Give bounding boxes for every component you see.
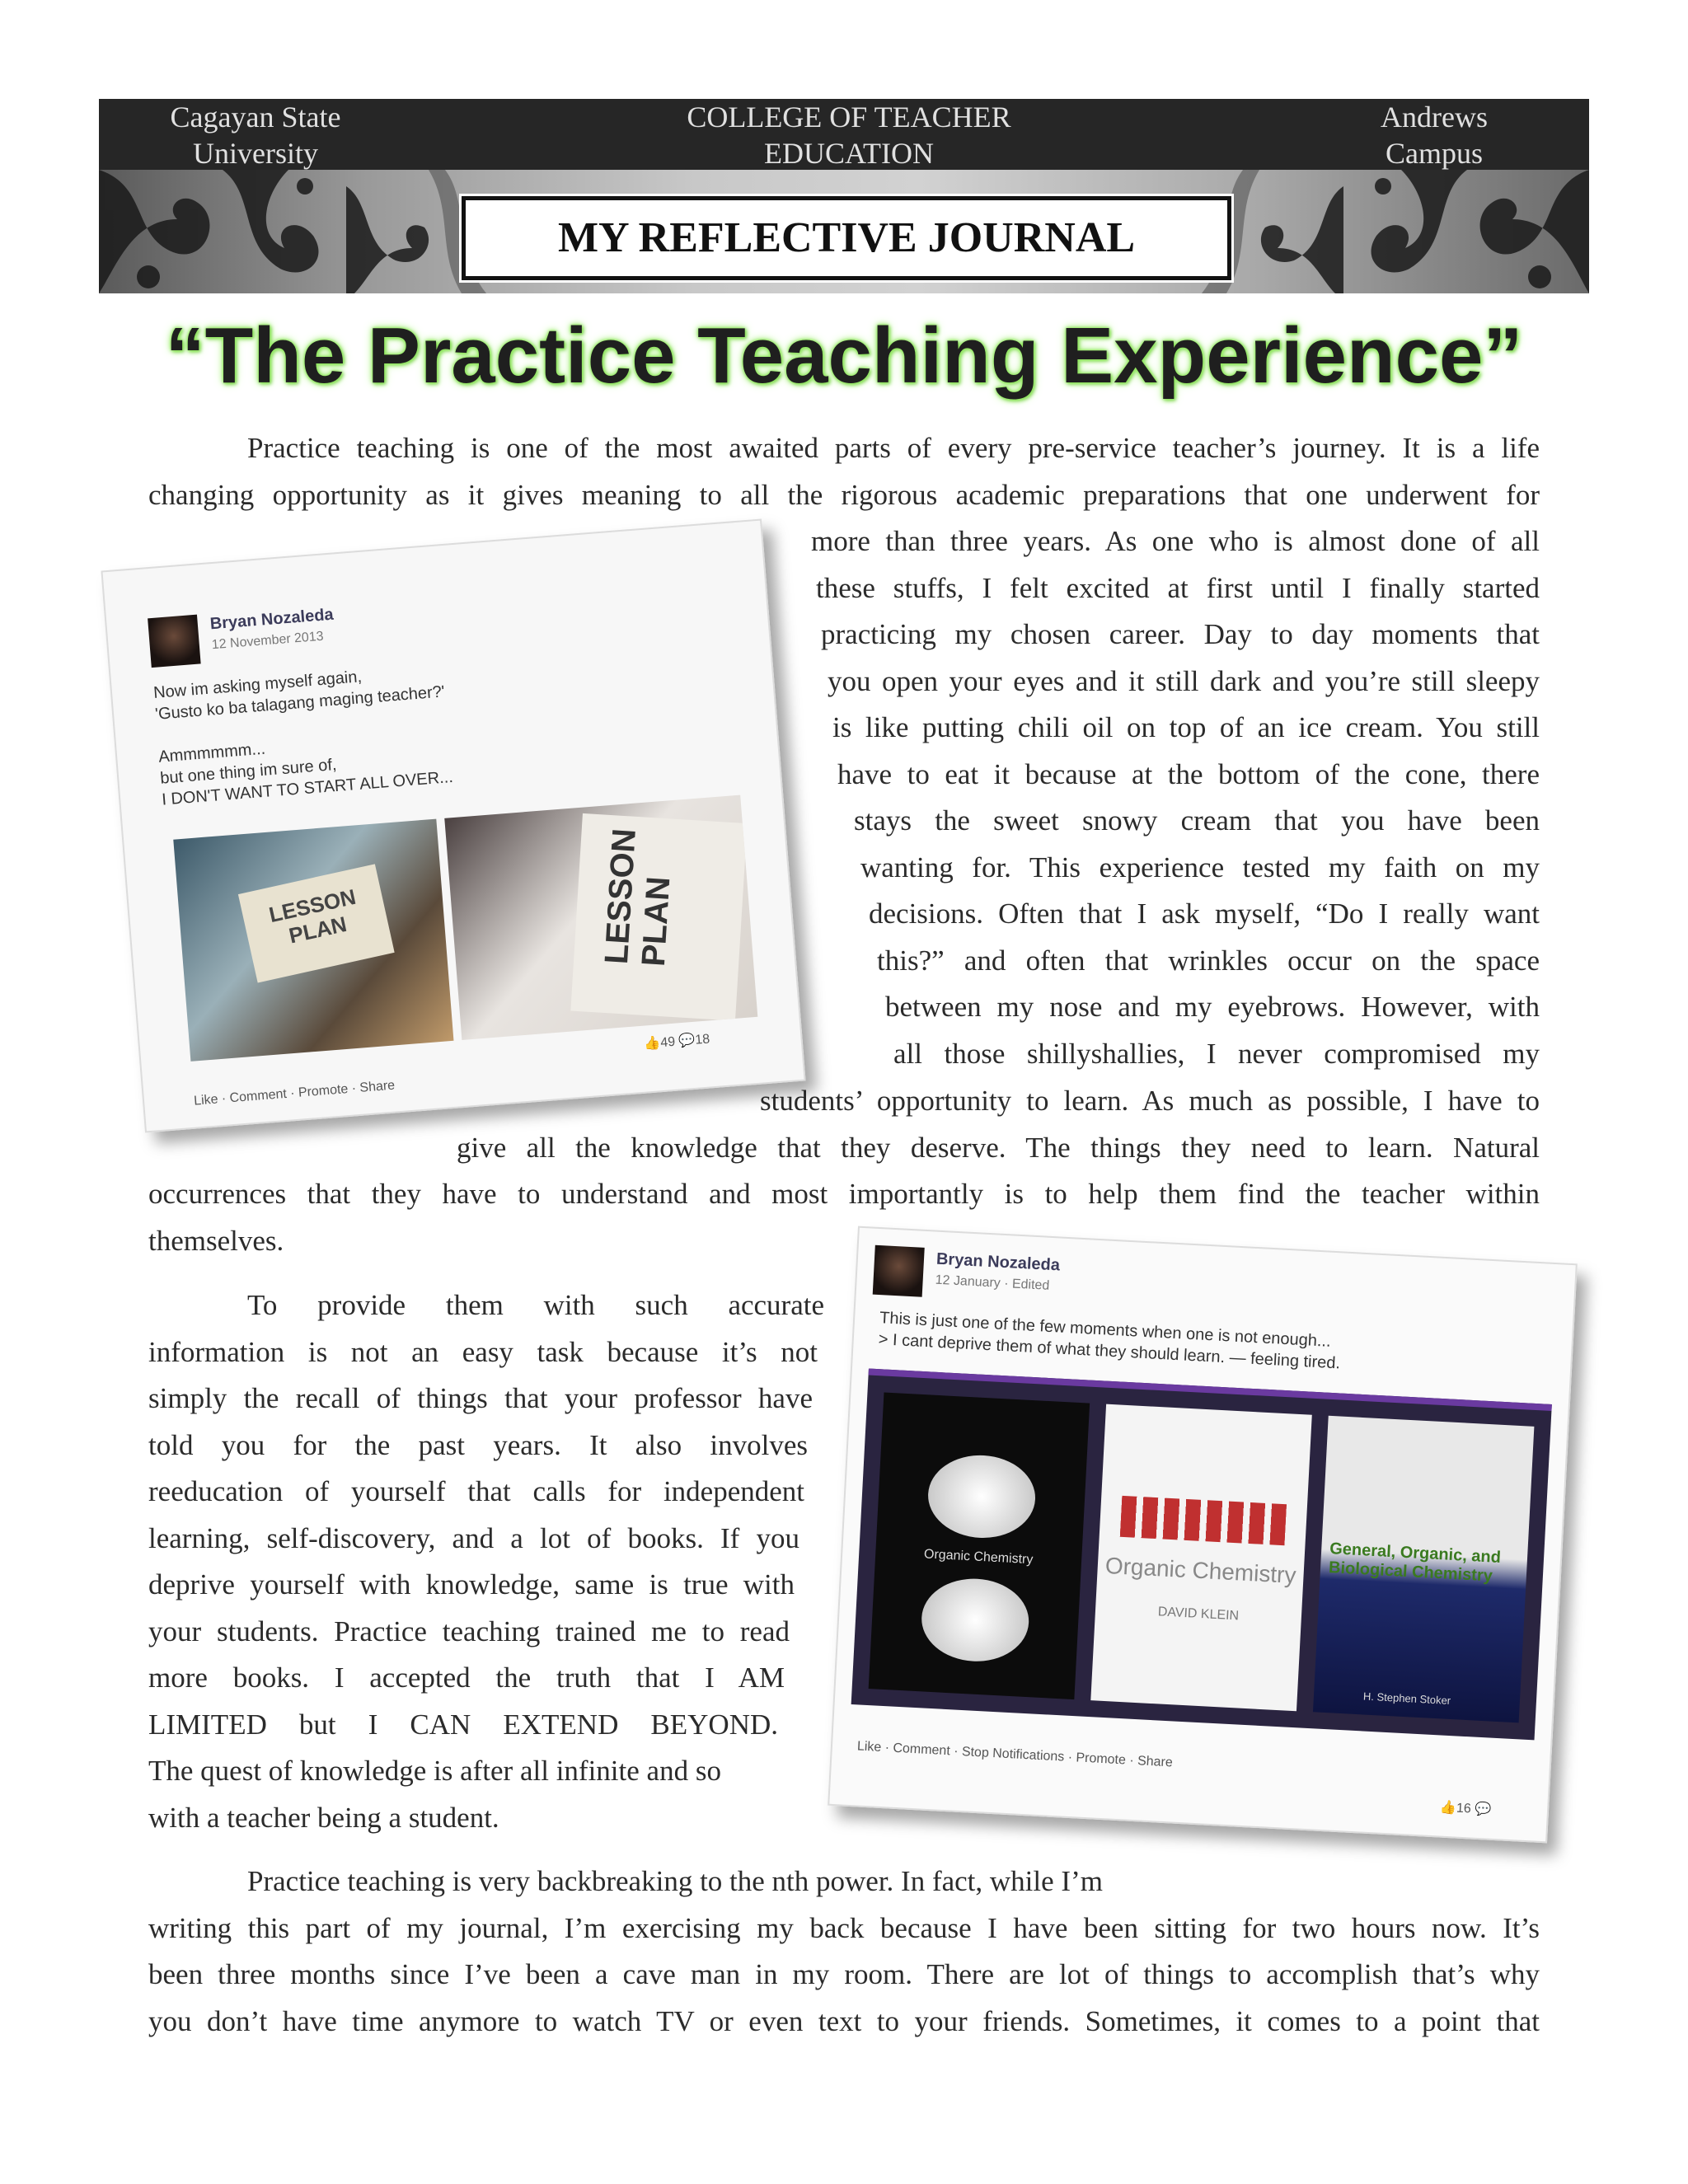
- book-title: Organic Chemistry: [1104, 1552, 1297, 1588]
- flasks-icon: [1120, 1496, 1287, 1545]
- university-line-2: University: [193, 137, 318, 170]
- like-count: 49: [659, 1034, 676, 1051]
- para1-line: all those shillyshallies, I never compromised my: [893, 1037, 1540, 1070]
- para2-line: The quest of knowledge is after all infinite and so: [148, 1755, 721, 1787]
- book-cover-organic-chemistry-klein: [1090, 1404, 1311, 1712]
- para1-line: stays the sweet snowy cream that you have been: [854, 804, 1540, 837]
- lesson-plan-paper: [570, 813, 747, 1021]
- post-author: Bryan Nozaleda: [935, 1249, 1061, 1275]
- college-name: [639, 99, 1059, 171]
- lesson-plan-heading: LESSON PLAN: [598, 827, 678, 968]
- journal-label: MY REFLECTIVE JOURNAL: [462, 196, 1231, 280]
- para2-line: your students. Practice teaching trained me to read: [148, 1615, 790, 1647]
- para2-line: LIMITED but I CAN EXTEND BEYOND.: [148, 1708, 778, 1741]
- book-cover-organic-chemistry-dark: [869, 1393, 1090, 1700]
- para1-line: students’ opportunity to learn. As much as possible, I have to: [760, 1085, 1540, 1117]
- para3-line: been three months since I’ve been a cave man in my room. There are lot of things to accomplish that’s why: [148, 1958, 1540, 1990]
- para1-line: have to eat it because at the bottom of the cone, there: [837, 757, 1540, 790]
- campus-line-1: Andrews: [1381, 101, 1488, 134]
- post-actions: Like · Comment · Promote · Share: [193, 1078, 396, 1108]
- ebook-reader-screen: [851, 1369, 1552, 1741]
- para3-line: writing this part of my journal, I’m exercising my back because I have been sitting for two hours now. It’s: [148, 1911, 1540, 1944]
- campus-name: [1319, 99, 1550, 171]
- para3-line: Practice teaching is very backbreaking to the nth power. In fact, while I’m: [247, 1865, 1103, 1897]
- campus-line-2: Campus: [1385, 137, 1483, 170]
- para3-line: you don’t have time anymore to watch TV or even text to your friends. Sometimes, it comes to a point that: [148, 2004, 1540, 2037]
- para2-line: information is not an easy task because it’s not: [148, 1335, 818, 1368]
- comment-icon: 💬: [1474, 1802, 1492, 1817]
- para2-line: with a teacher being a student.: [148, 1801, 499, 1834]
- like-icon: 👍: [1439, 1800, 1457, 1816]
- para2-line: simply the recall of things that your professor have: [148, 1382, 813, 1414]
- paragraph-1-wrap: [808, 518, 1540, 1077]
- book-cover-general-organic-biological: [1313, 1416, 1534, 1723]
- para1-line: Practice teaching is one of the most awaited parts of every pre-service teacher’s journey. It is a life: [247, 432, 1540, 464]
- facebook-post-photo-1: [101, 519, 805, 1133]
- reactions: [644, 1030, 710, 1052]
- page-title: “The Practice Teaching Experience”: [165, 312, 1523, 400]
- college-line-2: EDUCATION: [764, 137, 934, 170]
- book-author: DAVID KLEIN: [1157, 1605, 1240, 1624]
- paragraph-2: [148, 1282, 824, 1841]
- comment-count: 18: [694, 1032, 710, 1047]
- book-title: General, Organic, and Biological Chemistry: [1328, 1540, 1502, 1586]
- post-actions: Like · Comment · Stop Notifications · Promote · Share: [856, 1739, 1174, 1770]
- para1-line: these stuffs, I felt excited at first until I finally started: [816, 571, 1540, 604]
- like-count: 16: [1456, 1801, 1472, 1816]
- para2-line: deprive yourself with knowledge, same is true with: [148, 1568, 795, 1601]
- lesson-plan-photo-right: [444, 795, 757, 1040]
- lesson-plan-photo-left: [173, 819, 453, 1062]
- para1-line: is like putting chili oil on top of an ice cream. You still: [832, 711, 1540, 743]
- para1-line: between my nose and my eyebrows. However, with: [885, 991, 1540, 1023]
- para1-line: decisions. Often that I ask myself, “Do I really want: [869, 898, 1540, 930]
- avatar: [873, 1245, 925, 1297]
- like-icon: 👍: [643, 1036, 662, 1052]
- reactions: [1440, 1799, 1492, 1818]
- para1-line: give all the knowledge that they deserve. The things they need to learn. Natural: [457, 1131, 1540, 1164]
- para2-line: learning, self-discovery, and a lot of books. If you: [148, 1521, 799, 1554]
- book-title: Organic Chemistry: [923, 1547, 1034, 1568]
- orchid-reflection-icon: [920, 1576, 1031, 1664]
- post-date: 12 January · Edited: [935, 1272, 1050, 1293]
- para1-line: themselves.: [148, 1224, 284, 1257]
- university-name: [165, 99, 346, 171]
- paragraph-3: [148, 1858, 1540, 2045]
- para1-line: practicing my chosen career. Day to day moments that: [821, 618, 1540, 650]
- book-author: H. Stephen Stoker: [1362, 1690, 1451, 1708]
- facebook-post-photo-2: [828, 1226, 1578, 1844]
- post-text: Now im asking myself again, 'Gusto ko ba talagang maging teacher?' Ammmmmm... but one thing im sure of, I DON'T WANT TO START ALL OVER...: [152, 668, 454, 809]
- orchid-icon: [926, 1453, 1038, 1541]
- avatar: [148, 615, 201, 668]
- para2-line: To provide them with such accurate: [247, 1289, 824, 1321]
- header-bar: [99, 99, 1589, 170]
- paragraph-1: [148, 425, 1540, 518]
- para2-line: reeducation of yourself that calls for independent: [148, 1475, 804, 1507]
- post-text: This is just one of the few moments when one is not enough... > I cant deprive them of what they should learn. — feeling tired.: [878, 1309, 1341, 1373]
- lesson-plan-card: LESSON PLAN: [238, 864, 395, 982]
- para1-line: occurrences that they have to understand and most importantly is to help them find the teacher within: [148, 1178, 1540, 1210]
- university-line-1: Cagayan State: [170, 101, 341, 134]
- para2-line: more books. I accepted the truth that I AM: [148, 1661, 785, 1694]
- comment-icon: 💬: [678, 1033, 696, 1049]
- para1-line: more than three years. As one who is almost done of all: [811, 525, 1540, 557]
- post-date: 12 November 2013: [211, 629, 325, 653]
- college-line-1: COLLEGE OF TEACHER: [687, 101, 1011, 134]
- para1-line: this?” and often that wrinkles occur on the space: [877, 944, 1540, 977]
- para1-line: changing opportunity as it gives meaning to all the rigorous academic preparations that one underwent for: [148, 478, 1540, 511]
- para2-line: told you for the past years. It also involves: [148, 1428, 808, 1461]
- para1-line: you open your eyes and it still dark and you’re still sleepy: [828, 664, 1540, 697]
- post-author: Bryan Nozaleda: [209, 605, 335, 634]
- para1-line: wanting for. This experience tested my faith on my: [860, 851, 1540, 883]
